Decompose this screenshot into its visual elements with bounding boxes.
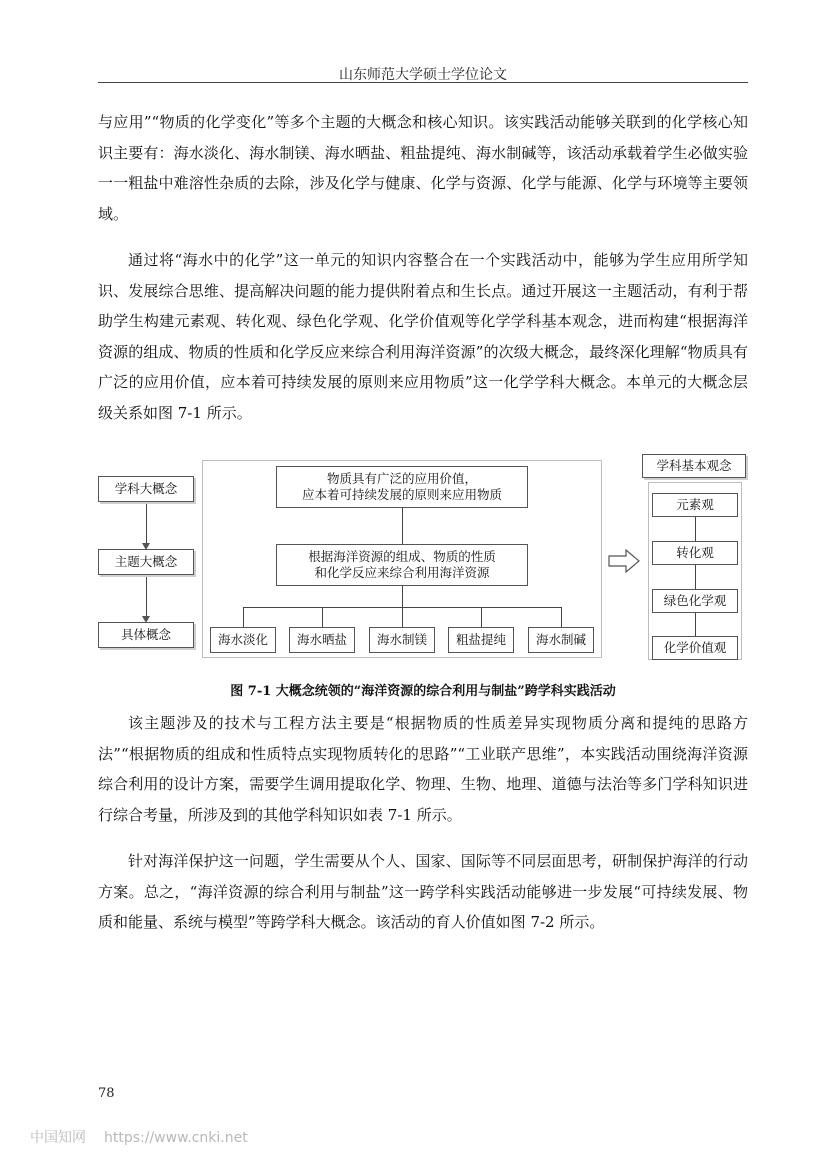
specific-concept-label: 海水晒盐 — [296, 632, 347, 647]
tree-connector — [243, 607, 244, 627]
tree-connector — [402, 508, 403, 544]
paragraph-2: 通过将“海水中的化学”这一单元的知识内容整合在一个实践活动中，能够为学生应用所学知识、发展综合思维、提高解决问题的能力提供附着点和生长点。通过开展这一主题活动，有利于帮助学生构建元素观、转化观、绿色化学观、化学价值观等化学学科基本观念，进而构建“根据海洋资源的组成、物质的性质和化学反应来综合利用海洋资源”的次级大概念，最终深化理解“物质具有广泛的应用价值，应本着可持续发展的原则来应用物质”这一化学学科大概念。本单元的大概念层级关系如图 7-1 所示。 — [98, 251, 748, 422]
tree-connector — [481, 607, 482, 627]
view-label: 元素观 — [676, 497, 714, 512]
running-header: 山东师范大学硕士学位论文 — [339, 67, 507, 83]
specific-concept-box — [289, 627, 355, 653]
paragraph-4: 针对海洋保护这一问题，学生需要从个人、国家、国际等不同层面思考，研制保护海洋的行动方案。总之，“海洋资源的综合利用与制盐”这一跨学科实践活动能够进一步发展“可持续发展、物质和能量、系统与模型”等跨学科大概念。该活动的育人价值如图 7-2 所示。 — [98, 852, 748, 931]
theme-big-concept-box — [276, 544, 528, 586]
specific-concept-box — [528, 627, 594, 653]
specific-concept-box — [210, 627, 276, 653]
level-specific-label: 具体概念 — [120, 627, 171, 642]
discipline-concept-line-2: 应本着可持续发展的原则来应用物质 — [301, 487, 502, 502]
view-label: 绿色化学观 — [663, 593, 727, 608]
view-box — [652, 636, 738, 660]
view-box — [652, 493, 738, 517]
level-theme-label: 主题大概念 — [114, 554, 178, 569]
specific-concept-label: 海水制碱 — [535, 632, 586, 647]
level-specific-box — [98, 622, 194, 648]
specific-concept-label: 海水制镁 — [376, 632, 427, 647]
figure-caption: 图 7-1 大概念统领的“海洋资源的综合利用与制盐”跨学科实践活动 — [230, 684, 616, 699]
concept-hierarchy-diagram — [96, 452, 756, 662]
discipline-big-concept-box — [276, 466, 528, 508]
level-theme-box — [98, 549, 194, 575]
theme-concept-line-1: 根据海洋资源的组成、物质的性质 — [308, 549, 496, 564]
basic-views-title: 学科基本观念 — [656, 458, 732, 473]
header-rule — [98, 82, 748, 83]
level-discipline-box — [98, 476, 194, 502]
tree-connector — [322, 607, 323, 627]
tree-connector — [402, 607, 403, 627]
view-box — [652, 589, 738, 613]
watermark-url: https://www.cnki.net — [104, 1130, 248, 1146]
specific-concept-label: 海水淡化 — [217, 632, 268, 647]
views-connector — [695, 517, 696, 541]
paragraph-3: 该主题涉及的技术与工程方法主要是“根据物质的性质差异实现物质分离和提纯的思路方法”“根据物质的组成和性质特点实现物质转化的思路”“工业联产思维”，本实践活动围绕海洋资源综合利用的设计方案，需要学生调用提取化学、物理、生物、地理、道德与法治等多门学科知识进行综合考量，所涉及到的其他学科知识如表 7-1 所示。 — [98, 714, 748, 824]
level-connector — [146, 504, 147, 544]
discipline-concept-line-1: 物质具有广泛的应用价值， — [326, 471, 477, 486]
theme-concept-line-2: 和化学反应来综合利用海洋资源 — [314, 565, 490, 580]
view-label: 转化观 — [676, 545, 714, 560]
specific-concept-box — [369, 627, 435, 653]
view-box — [652, 541, 738, 565]
hollow-right-arrow-icon — [608, 549, 640, 573]
page-number: 78 — [98, 1086, 115, 1101]
basic-views-title-box — [642, 454, 746, 478]
watermark-brand: 中国知网 — [30, 1130, 86, 1146]
view-label: 化学价值观 — [663, 640, 727, 655]
cnki-watermark — [30, 1127, 248, 1147]
specific-concept-label: 粗盐提纯 — [455, 632, 506, 647]
specific-concept-box — [448, 627, 514, 653]
level-connector — [146, 577, 147, 617]
tree-connector — [561, 607, 562, 627]
tree-connector — [402, 586, 403, 607]
level-discipline-label: 学科大概念 — [114, 481, 178, 496]
views-connector — [695, 613, 696, 636]
paragraph-1: 与应用”“物质的化学变化”等多个主题的大概念和核心知识。该实践活动能够关联到的化学核心知识主要有：海水淡化、海水制镁、海水晒盐、粗盐提纯、海水制碱等，该活动承载着学生必做实验一一粗盐中难溶性杂质的去除，涉及化学与健康、化学与资源、化学与能源、化学与环境等主要领域。 — [98, 113, 748, 223]
views-connector — [695, 565, 696, 589]
